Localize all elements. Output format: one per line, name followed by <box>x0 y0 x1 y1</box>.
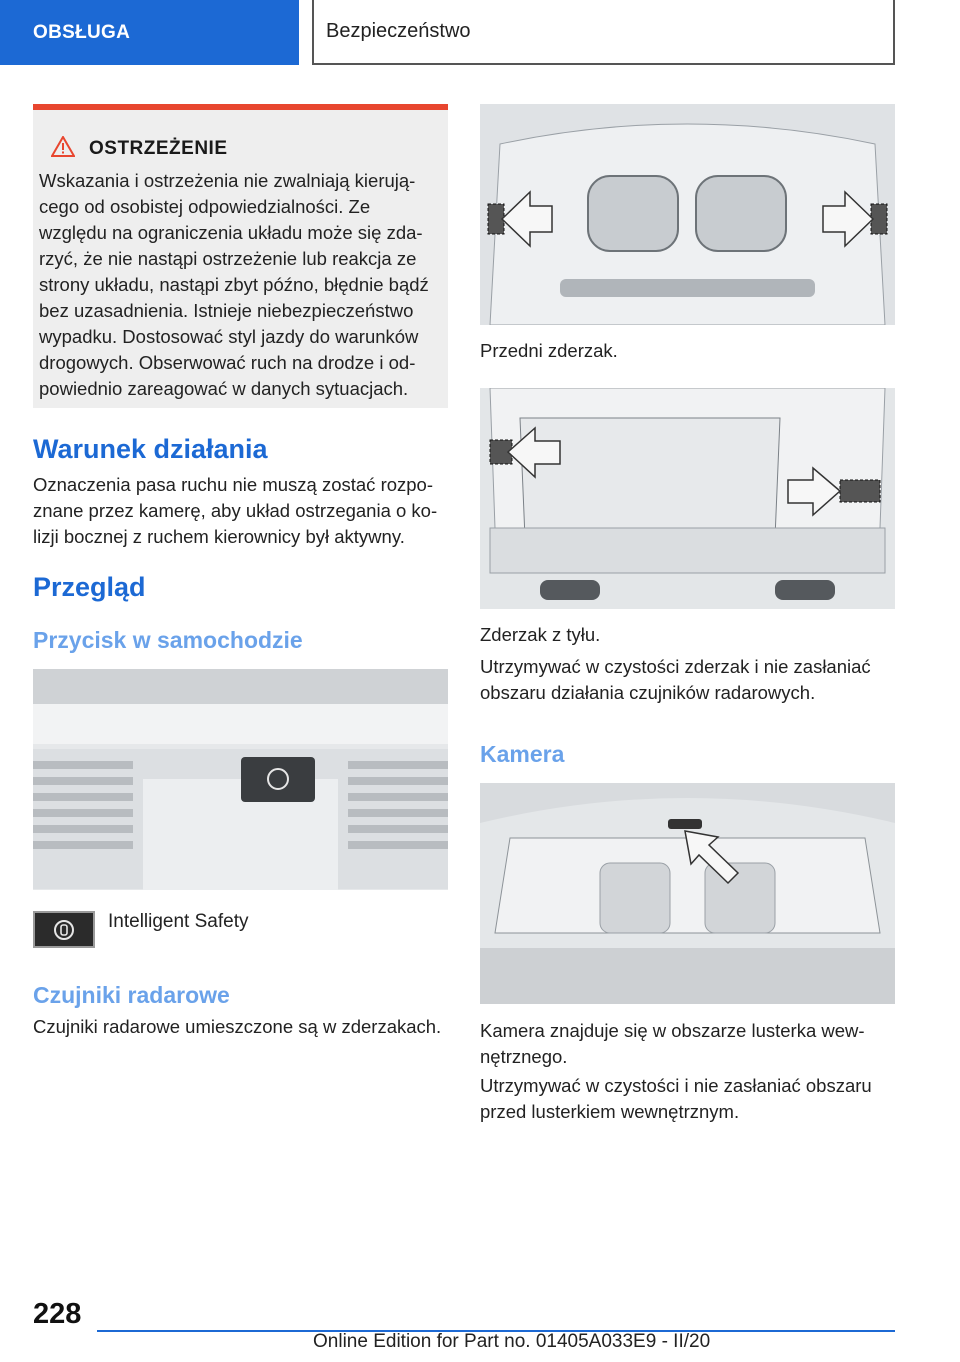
overview-heading: Przegląd <box>33 572 146 602</box>
front-bumper-image <box>480 104 895 325</box>
warning-heading: OSTRZEŻENIE <box>89 138 228 159</box>
condition-heading: Warunek działania <box>33 434 268 464</box>
bumper-text: Utrzymywać w czystości zderzak i nie zasłaniać obszaru działania czujników radarowych. <box>480 656 871 703</box>
button-heading: Przycisk w samochodzie <box>33 627 303 653</box>
warning-triangle-icon <box>51 136 75 162</box>
rear-bumper-image <box>480 388 895 609</box>
dashboard-button-image <box>33 669 448 890</box>
camera-text-1: Kamera znajduje się w obszarze lusterka wew-nętrznego. <box>480 1020 865 1067</box>
edition-note: Online Edition for Part no. 01405A033E9 - II/20 <box>313 1331 711 1352</box>
warning-text: Wskazania i ostrzeżenia nie zwalniają kierują-cego od osobistej odpowiedzialności. Ze względu na ograniczenia układu może się zda-rzyć, że nie nastąpi ostrzeżenie lub reakcja ze strony układu, nastąpi zbyt późno, błędnie bądź bez uzasadnienia. Istnieje niebezpieczeństwo wypadku. Dostosować styl jazdy do warunków drogowych. Obserwować ruch na drodze i od-powiednio zareagować w danych sytuacjach. <box>39 170 429 399</box>
front-caption: Przedni zderzak. <box>480 340 618 361</box>
camera-image <box>480 783 895 1004</box>
rear-caption: Zderzak z tyłu. <box>480 624 601 645</box>
condition-text: Oznaczenia pasa ruchu nie muszą zostać rozpo-znane przez kamerę, aby układ ostrzegania o ko-lizji bocznej z ruchem kierownicy był aktywny. <box>33 474 438 547</box>
radar-text: Czujniki radarowe umieszczone są w zderzakach. <box>33 1016 442 1037</box>
radar-heading: Czujniki radarowe <box>33 982 230 1008</box>
warning-box <box>33 104 448 408</box>
section-tab: OBSŁUGA <box>0 0 299 65</box>
camera-heading: Kamera <box>480 741 565 767</box>
page-number: 228 <box>33 1298 82 1330</box>
button-label: Intelligent Safety <box>108 911 249 932</box>
intelligent-safety-icon <box>33 911 95 948</box>
camera-text-2: Utrzymywać w czystości i nie zasłaniać obszaru przed lusterkiem wewnętrznym. <box>480 1075 872 1122</box>
page-section-title: Bezpieczeństwo <box>312 0 895 65</box>
